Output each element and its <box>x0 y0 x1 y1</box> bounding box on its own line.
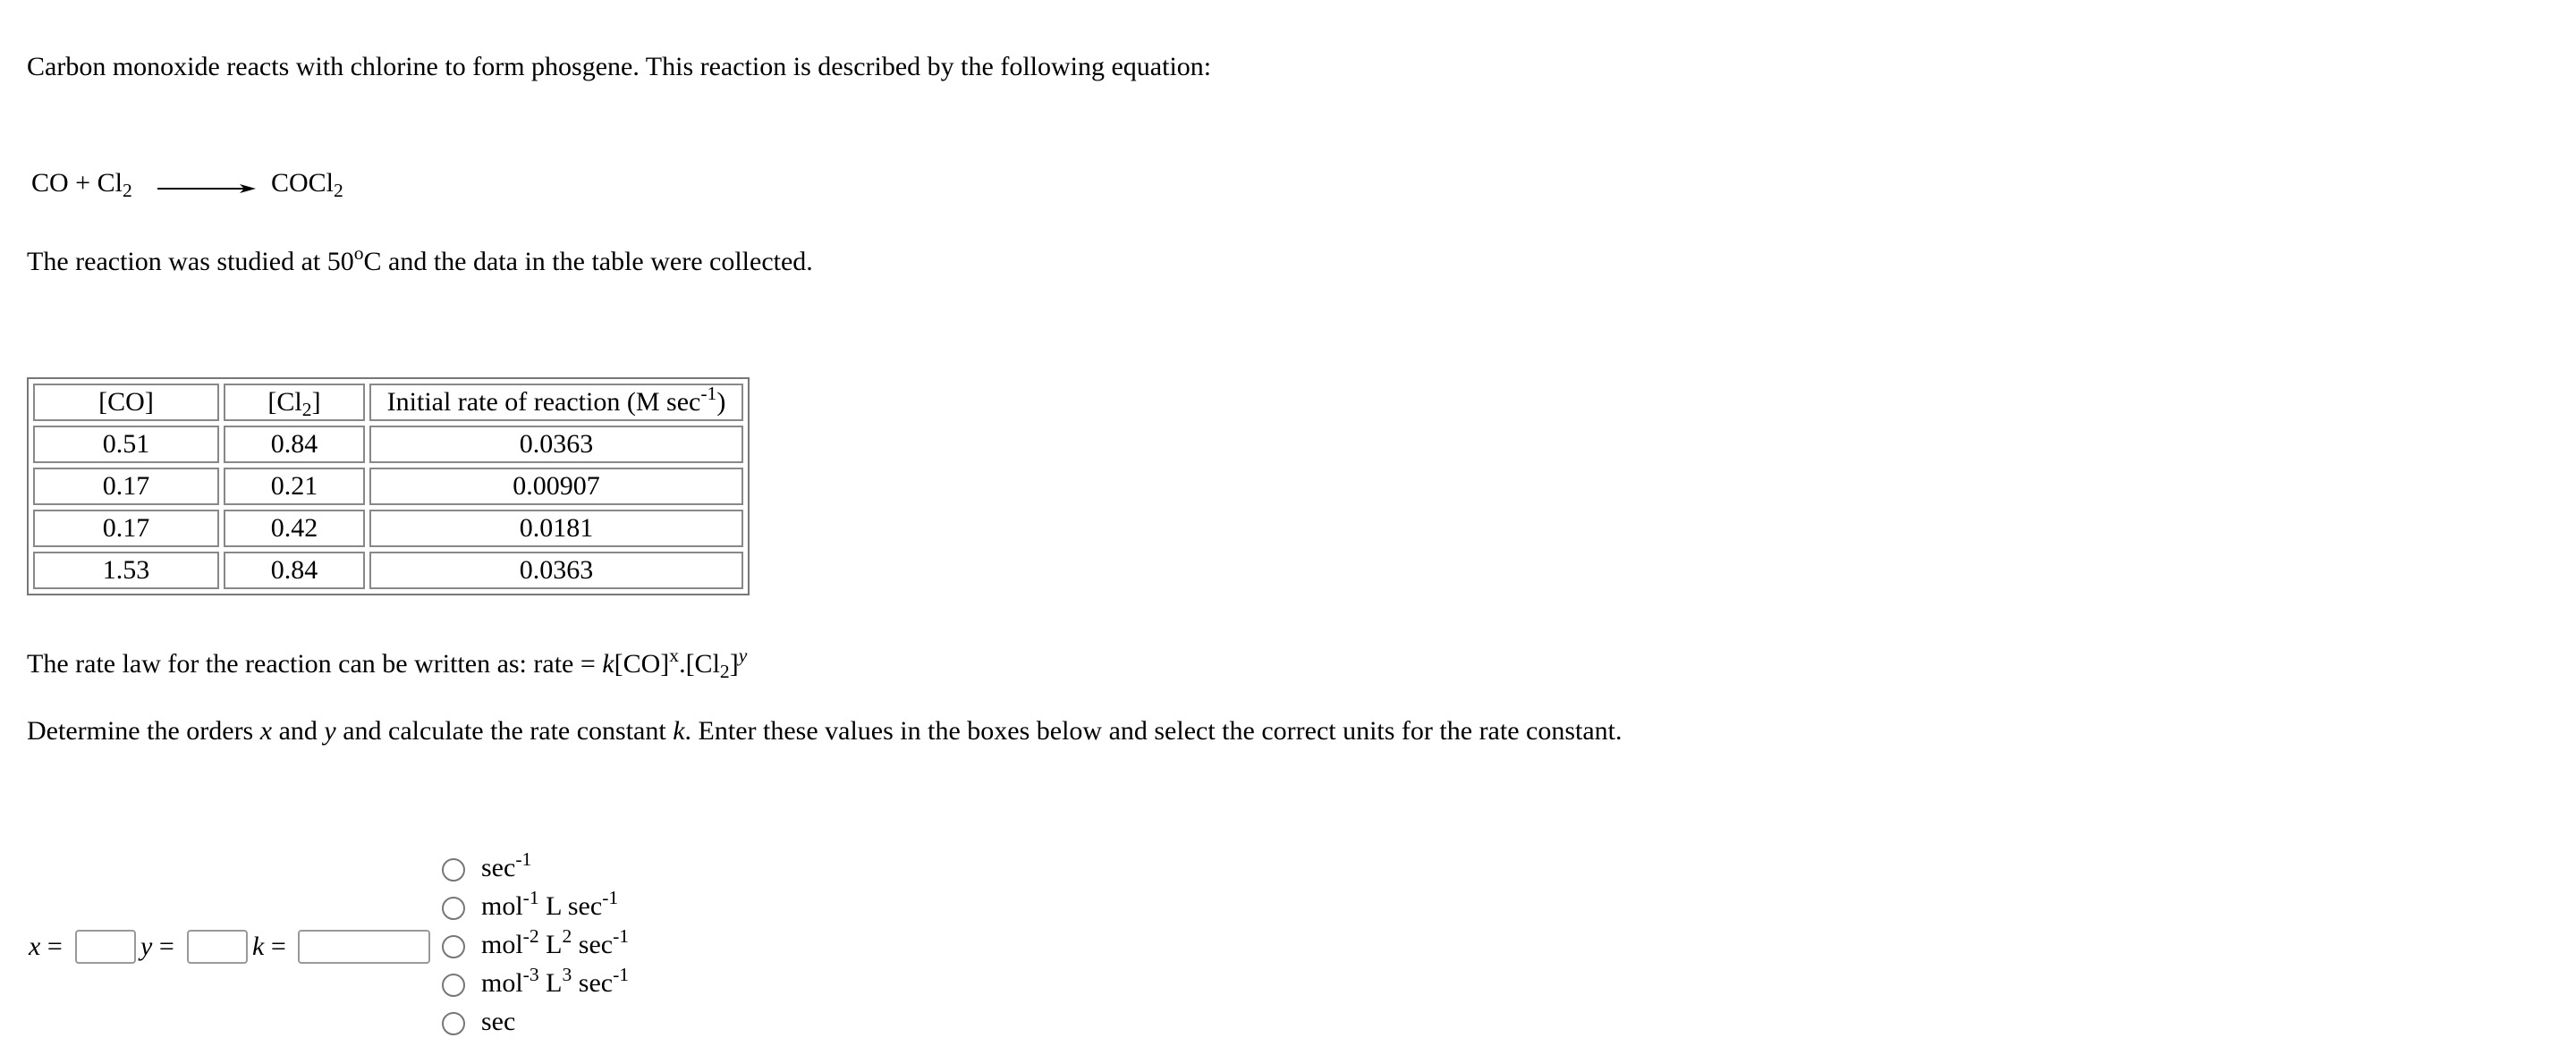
header-cl2: $[Cl_2]$ <box>224 384 365 421</box>
cell-co: 1.53 <box>33 552 219 589</box>
table-row <box>33 426 743 463</box>
header-co: [CO] <box>33 384 219 421</box>
cell-cl2: 0.21 <box>224 468 365 505</box>
unit-option-label: sec <box>481 1007 516 1036</box>
study-conditions-text: The reaction was studied at 50$^o$C and the data in the table were collected. <box>27 242 813 276</box>
unit-option-label: $\sec^{-1}$ <box>481 848 532 882</box>
radio-button[interactable] <box>442 935 465 958</box>
instructions-text: Determine the orders x and y and calculate the rate constant k. Enter these values in the boxes below and select the correct units for the rate constant. <box>27 716 1623 746</box>
cell-co: 0.17 <box>33 510 219 547</box>
table-row <box>33 552 743 589</box>
y-order-input[interactable] <box>187 930 248 964</box>
x-label: x = <box>29 932 63 961</box>
unit-option-label: mol$^{-1}$ L $\sec^{-1}$ <box>481 887 619 921</box>
radio-button[interactable] <box>442 897 465 920</box>
chemical-equation <box>31 168 343 202</box>
cell-co: 0.17 <box>33 468 219 505</box>
header-initial-rate: Initial rate of reaction (M $\sec^{-1}$) <box>369 384 743 421</box>
cell-rate: 0.0363 <box>369 426 743 463</box>
cell-cl2: 0.84 <box>224 552 365 589</box>
radio-button[interactable] <box>442 858 465 882</box>
x-order-input[interactable] <box>75 930 136 964</box>
k-label: k = <box>252 932 286 961</box>
intro-text: Carbon monoxide reacts with chlorine to form phosgene. This reaction is described by the following equation: <box>27 52 1212 81</box>
cell-rate: 0.0181 <box>369 510 743 547</box>
radio-button[interactable] <box>442 1012 465 1035</box>
reaction-arrow-icon <box>157 182 258 195</box>
cell-rate: 0.00907 <box>369 468 743 505</box>
equation-reactants: CO + $Cl_2$ <box>31 168 132 202</box>
equation-product: COCl$_2$ <box>271 168 343 202</box>
rate-constant-input[interactable] <box>298 930 430 964</box>
unit-option-label: mol$^{-3}$ $L^3$ $\sec^{-1}$ <box>481 964 630 998</box>
cell-cl2: 0.84 <box>224 426 365 463</box>
table-row <box>33 468 743 505</box>
table-header-row <box>33 384 743 421</box>
kinetics-data-table <box>27 377 750 595</box>
radio-button[interactable] <box>442 974 465 997</box>
unit-option-label: mol$^{-2}$ $L^2$ $\sec^{-1}$ <box>481 925 630 959</box>
cell-rate: 0.0363 <box>369 552 743 589</box>
y-label: y = <box>140 932 174 961</box>
cell-co: 0.51 <box>33 426 219 463</box>
rate-law-text: The rate law for the reaction can be written as: rate = $k[CO]^x.[Cl_2]^y$ <box>27 645 748 683</box>
cell-cl2: 0.42 <box>224 510 365 547</box>
table-row <box>33 510 743 547</box>
